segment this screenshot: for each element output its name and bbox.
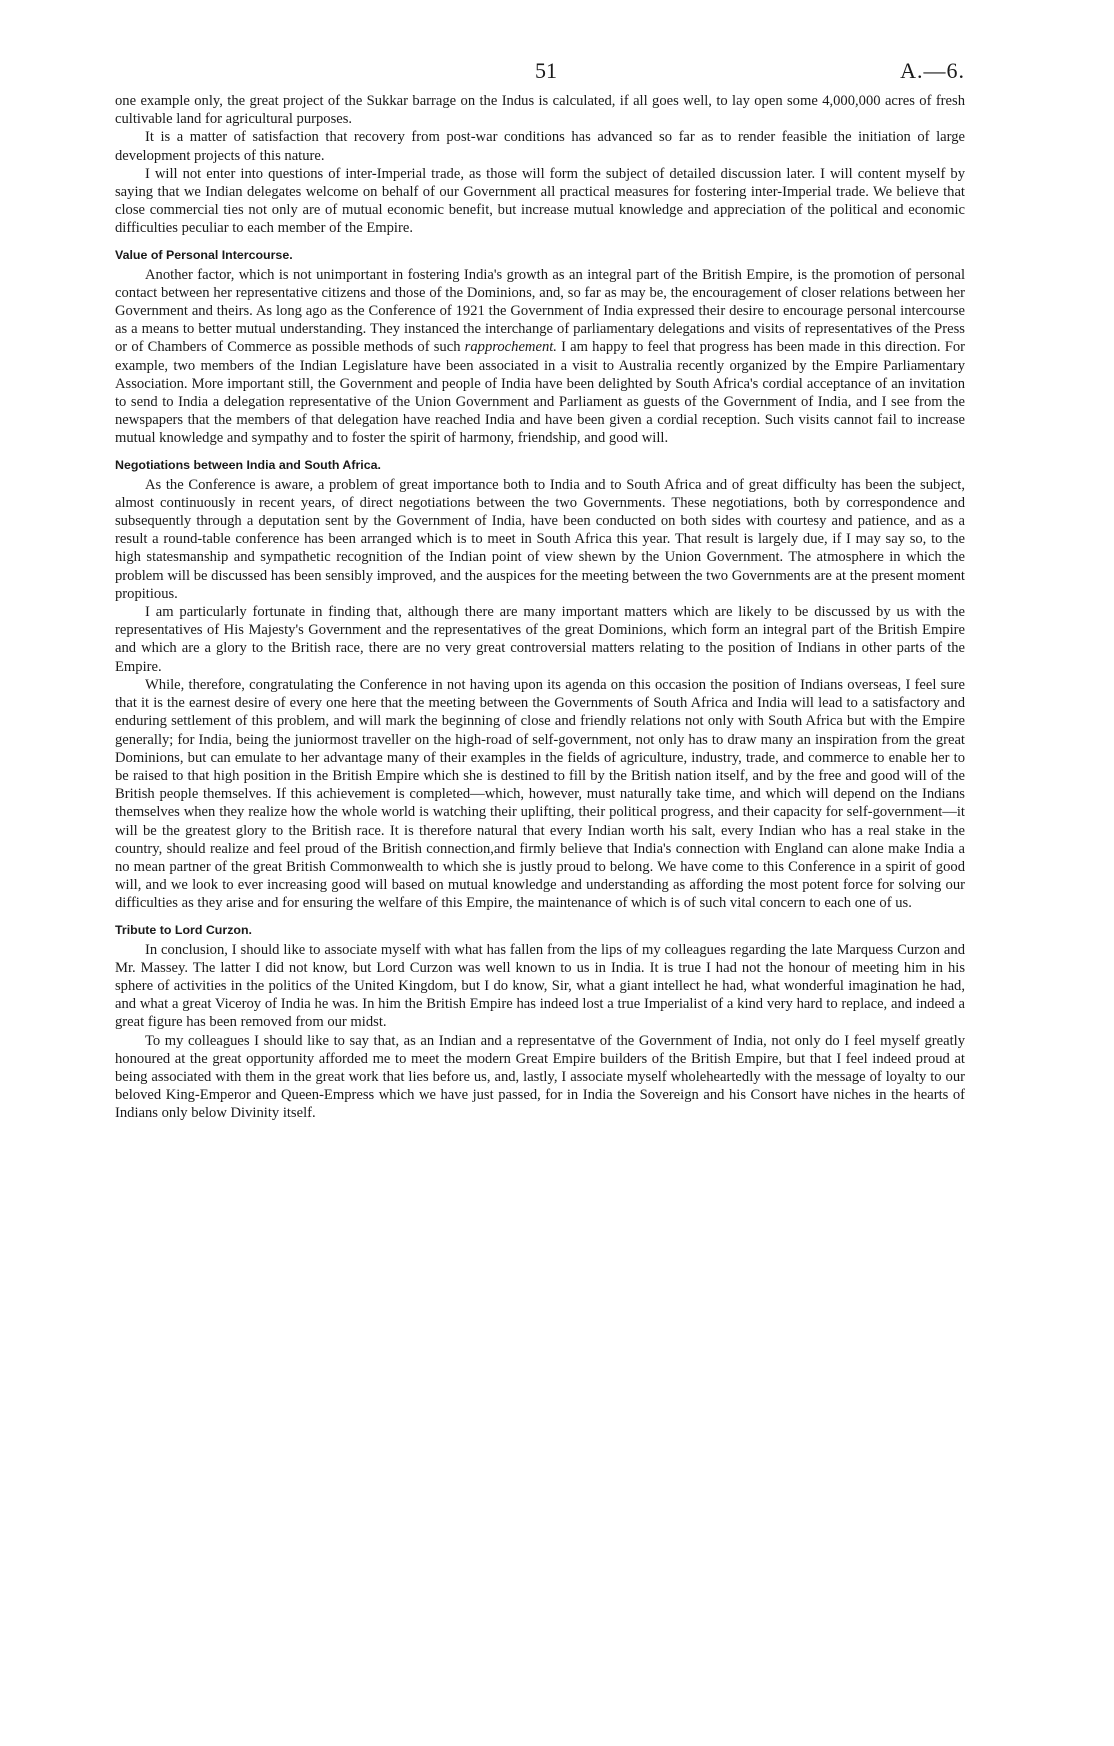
paragraph-negotiations-2: I am particularly fortunate in finding that, although there are many important matters which are likely to be discussed by us with the representatives of His Majesty's Government and the representatives of the great Dominions, which form an integral part of the British Empire and which are a glory to the British race, there are no very great controversial matters relating to the position of Indians in other parts of the Empire. [115, 604, 965, 675]
paragraph-personal-intercourse [115, 266, 965, 448]
section-heading-lord-curzon: Tribute to Lord Curzon. [115, 922, 252, 937]
section-heading-personal-intercourse: Value of Personal Intercourse. [115, 247, 293, 262]
paragraph-personal-part-a: Another factor, which is not unimportant in fostering India's growth as an integral part of the British Empire, is the promotion of personal contact between her representative citizens and those of the Dominions, and, so far as may be, the encouragement of closer relations between her Government and theirs. As long ago as the Conference of 1921 the Government of India expressed their desire to encourage personal intercourse as a means to better mutual understanding. They instanced the interchange of parliamentary delegations and visits of representatives of the Press or of Chambers of Commerce as possible methods of such [115, 266, 965, 356]
page-number: 51 [535, 58, 557, 83]
paragraph-curzon-1: In conclusion, I should like to associate myself with what has fallen from the lips of my colleagues regarding the late Marquess Curzon and Mr. Massey. The latter I did not know, but Lord Curzon was well known to us in India. It is true I had not the honour of meeting him in his sphere of activities in the politics of the United Kingdom, but I do know, Sir, what a giant intellect he had, what wonderful imagination he had, and what a great Viceroy of India he was. In him the British Empire has indeed lost a true Imperialist of a kind very hard to replace, and indeed a great figure has been removed from our midst. [115, 941, 965, 1031]
paragraph-intro-1: one example only, the great project of the Sukkar barrage on the Indus is calculated, if all goes well, to lay open some 4,000,000 acres of fresh cultivable land for agricultural purposes. [115, 93, 965, 128]
document-page [115, 58, 965, 1123]
italic-term-rapprochement: rapprochement. [464, 339, 557, 356]
paragraph-intro-2: It is a matter of satisfaction that recovery from post-war conditions has advanced so far as to render feasible the initiation of large development projects of this nature. [115, 129, 965, 164]
page-header [115, 58, 965, 92]
paragraph-personal-part-b: I am happy to feel that progress has been made in this direction. For example, two members of the Indian Legislature have been associated in a visit to Australia recently organized by the Empire Parliamentary Association. More important still, the Government and people of India have been delighted by South Africa's cordial acceptance of an invitation to send to India a delegation representative of the Union Government and Parliament as guests of the Government of India, and I see from the newspapers that the members of that delegation have reached India and have been given a cordial reception. Such visits cannot fail to increase mutual knowledge and sympathy and to foster the spirit of harmony, friendship, and good will. [115, 339, 965, 447]
paragraph-negotiations-3: While, therefore, congratulating the Conference in not having upon its agenda on this occasion the position of Indians overseas, I feel sure that it is the earnest desire of every one here that the meeting between the Governments of South Africa and India will lead to a satisfactory and enduring settlement of this problem, and will mark the beginning of close and friendly relations not only with South Africa but with the Empire generally; for India, being the juniormost traveller on the high-road of self-government, not only has to draw many an inspiration from the great Dominions, but can emulate to her advantage many of their examples in the fields of agriculture, industry, trade, and commerce to enable her to be raised to that high position in the British Empire which she is destined to fill by the British nation itself, and by the free and good will of the British people themselves. If this achievement is completed—which, however, must naturally take time, and which will depend on the Indians themselves when they realize how the whole world is watching their uplifting, their political progress, and their capacity for self-government—it will be the greatest glory to the British race. It is therefore natural that every Indian worth his salt, every Indian who has a real stake in the country, should realize and feel proud of the British connection,and firmly believe that India's connection with England can alone make India a no mean partner of the great British Commonwealth to which she is justly proud to belong. We have come to this Conference in a spirit of good will, and we look to ever increasing good will based on mutual knowledge and understanding as affording the most potent force for solving our difficulties as they arise and for ensuring the welfare of this Empire, the maintenance of which is of such vital concern to each one of us. [115, 676, 965, 912]
paragraph-negotiations-1: As the Conference is aware, a problem of great importance both to India and to South Africa and of great difficulty has been the subject, almost continuously in recent years, of direct negotiations between the two Governments. These negotiations, both by correspondence and subsequently through a deputation sent by the Government of India, have been conducted on both sides with courtesy and patience, and as a result a round-table conference has been arranged which is to meet in South Africa this year. That result is largely due, if I may say so, to the high statesmanship and sympathetic recognition of the Indian point of view shewn by the Union Government. The atmosphere in which the problem will be discussed has been sensibly improved, and the auspices for the meeting between the two Governments are at the present moment propitious. [115, 476, 965, 602]
paragraph-intro-3: I will not enter into questions of inter-Imperial trade, as those will form the subject of detailed discussion later. I will content myself by saying that we Indian delegates welcome on behalf of our Government all practical measures for fostering inter-Imperial trade. We believe that close commercial ties not only are of mutual economic benefit, but increase mutual knowledge and appreciation of the political and economic difficulties peculiar to each member of the Empire. [115, 165, 965, 237]
series-code: A.—6. [900, 58, 965, 83]
paragraph-curzon-2: To my colleagues I should like to say that, as an Indian and a representatve of the Government of India, not only do I feel myself greatly honoured at the great opportunity afforded me to meet the modern Great Empire builders of the British Empire, but that I feel indeed proud at being associated with them in the great work that lies before us, and, lastly, I associate myself wholeheartedly with the message of loyalty to our beloved King-Emperor and Queen-Empress which we have just passed, for in India the Sovereign and his Consort have niches in the hearts of Indians only below Divinity itself. [115, 1032, 965, 1122]
section-heading-negotiations: Negotiations between India and South Africa. [115, 457, 381, 472]
